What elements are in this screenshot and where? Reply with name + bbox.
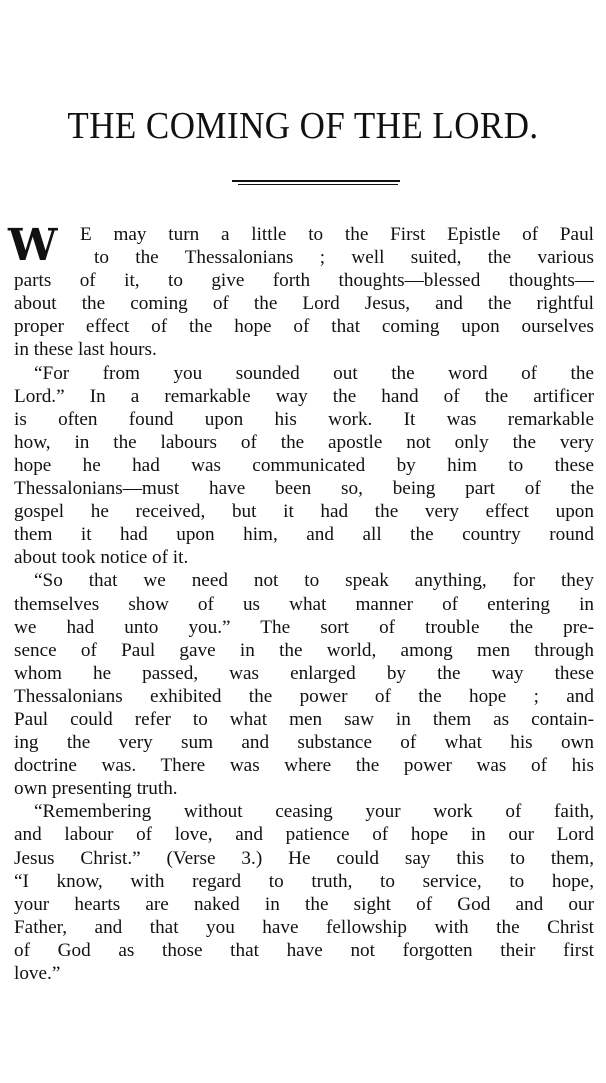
text-line: Lord.” In a remarkable way the hand of the artificer: [14, 385, 594, 407]
title-divider: [232, 180, 400, 182]
text-line: in these last hours.: [14, 339, 157, 361]
text-line: about took notice of it.: [14, 547, 189, 569]
text-line: sence of Paul gave in the world, among men through: [14, 639, 594, 661]
text-line: to the Thessalonians ; well suited, the various: [94, 247, 594, 269]
drop-cap: W: [8, 220, 58, 271]
text-line: Thessalonians—must have been so, being part of the: [14, 478, 594, 500]
text-line: how, in the labours of the apostle not only the very: [14, 431, 594, 453]
text-line: Paul could refer to what men saw in them as contain-: [14, 708, 594, 730]
text-line: themselves show of us what manner of entering in: [14, 593, 594, 615]
text-line: love.”: [14, 963, 61, 984]
text-line: them it had upon him, and all the country round: [14, 524, 594, 546]
text-line: Father, and that you have fellowship with the Christ: [14, 916, 594, 938]
text-line: proper effect of the hope of that coming upon ourselves: [14, 316, 594, 338]
text-line: own presenting truth.: [14, 778, 178, 800]
text-line: whom he passed, was enlarged by the way these: [14, 662, 594, 684]
text-line: we had unto you.” The sort of trouble the pre-: [14, 616, 594, 638]
text-line: Jesus Christ.” (Verse 3.) He could say this to them,: [14, 847, 594, 869]
text-line: of God as those that have not forgotten their first: [14, 939, 594, 961]
text-line: “I know, with regard to truth, to service, to hope,: [14, 870, 594, 892]
title-divider-thin: [238, 184, 398, 185]
text-line: gospel he received, but it had the very effect upon: [14, 501, 594, 523]
text-line: “For from you sounded out the word of the: [34, 362, 594, 384]
text-line: “Remembering without ceasing your work of faith,: [34, 801, 594, 823]
text-line: doctrine was. There was where the power was of his: [14, 755, 594, 777]
text-line: E may turn a little to the First Epistle of Paul: [80, 224, 594, 245]
text-line: parts of it, to give forth thoughts—blessed thoughts—: [14, 270, 594, 292]
text-line: is often found upon his work. It was remarkable: [14, 408, 594, 430]
text-line: “So that we need not to speak anything, for they: [34, 570, 594, 592]
text-line: hope he had was communicated by him to these: [14, 454, 594, 476]
text-line: Thessalonians exhibited the power of the hope ; and: [14, 685, 594, 707]
text-line: and labour of love, and patience of hope in our Lord: [14, 824, 594, 846]
text-line: about the coming of the Lord Jesus, and the rightful: [14, 293, 594, 315]
text-line: ing the very sum and substance of what his own: [14, 732, 594, 754]
page-title: THE COMING OF THE LORD.: [67, 105, 539, 147]
body-text: [14, 223, 594, 985]
text-line: your hearts are naked in the sight of God and our: [14, 893, 594, 915]
